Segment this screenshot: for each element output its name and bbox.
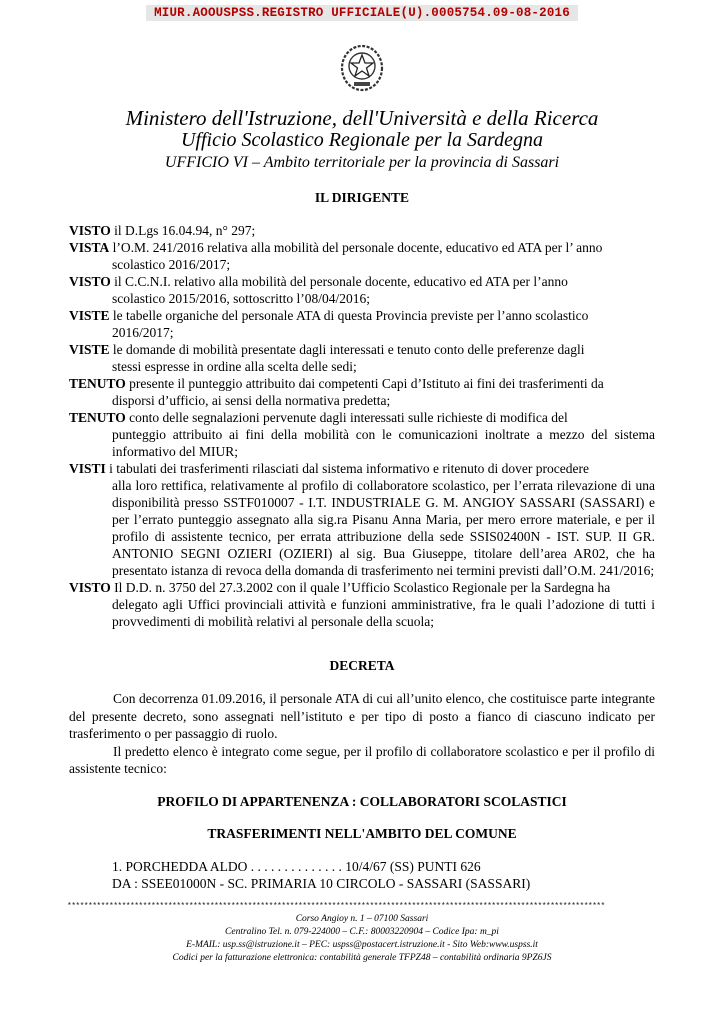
footer-address: Corso Angioy n. 1 – 07100 Sassari	[295, 914, 429, 924]
visto-item	[69, 409, 655, 460]
visto-keyword: VISTI	[69, 461, 106, 476]
decreta-heading: DECRETA	[329, 658, 395, 673]
visto-text-cont: alla loro rettifica, relativamente al profilo di collaboratore scolastico, per l’errata rilevazione di una disponibilità presso SSTF010007 - I.T. INDUSTRIALE G. M. ANGIOY SASSARI (SASSARI) e per l’errato punteggio assegnato alla sig.ra Pisanu Anna Maria, per mero errore materiale, e per il profilo di assistente tecnico, per errata attribuzione della sede SSIS02400N - IST. SUP. II GR. ANTONIO SEGNI OZIERI (OZIERI) al sig. Bua Giuseppe, titolare dell’area AR02, che ha presentato istanza di revoca della domanda di trasferimento nei termini previsti dall’O.M. 241/2016;	[112, 478, 655, 578]
footer-phone: Centralino Tel. n. 079-224000 – C.F.: 80003220904 – Codice Ipa: m_pi	[225, 927, 499, 937]
visto-item	[69, 307, 655, 341]
visto-item	[69, 239, 655, 273]
visto-item	[69, 460, 655, 579]
visto-text-cont: 2016/2017;	[112, 325, 174, 340]
visto-list	[69, 222, 655, 630]
office-name: Ufficio Scolastico Regionale per la Sardegna	[181, 129, 543, 151]
visto-text-cont: delegato agli Uffici provinciali attività e funzioni amministrative, fra le quali l’adozione di tutti i provvedimenti di mobilità relativi al personale della scuola;	[112, 597, 655, 629]
protocol-stamp-text: MIUR.AOOUSPSS.REGISTRO UFFICIALE(U).0005754.09-08-2016	[146, 5, 578, 21]
visto-item	[69, 273, 655, 307]
visto-keyword: VISTO	[69, 274, 111, 289]
footer	[0, 913, 724, 965]
visto-text: i tabulati dei trasferimenti rilasciati dal sistema informativo e ritenuto di dover procedere	[105, 461, 589, 476]
transfer-entry	[112, 858, 632, 892]
decree-paragraph: Il predetto elenco è integrato come segue, per il profilo di collaboratore scolastico e per il profilo di assistente tecnico:	[69, 743, 655, 776]
visto-text-cont: disporsi d’ufficio, ai sensi della normativa predetta;	[112, 393, 391, 408]
footer-contacts: E-MAIL: usp.ss@istruzione.it – PEC: uspss@postacert.istruzione.it - Sito Web:www.uspss.it	[186, 940, 538, 950]
republic-emblem-icon	[340, 44, 384, 92]
visto-text: conto delle segnalazioni pervenute dagli interessati sulle richieste di modifica del	[125, 410, 568, 425]
visto-text: le tabelle organiche del personale ATA di questa Provincia previste per l’anno scolastico	[109, 308, 589, 323]
protocol-stamp	[0, 3, 724, 21]
visto-text: le domande di mobilità presentate dagli interessati e tenuto conto delle preferenze dagli	[109, 342, 585, 357]
visto-keyword: TENUTO	[69, 410, 126, 425]
visto-keyword: VISTA	[69, 240, 110, 255]
document-title: IL DIRIGENTE	[314, 190, 410, 205]
visto-keyword: VISTO	[69, 223, 111, 238]
visto-text: Il D.D. n. 3750 del 27.3.2002 con il quale l’Ufficio Scolastico Regionale per la Sardegna ha	[110, 580, 611, 595]
visto-item	[69, 579, 655, 630]
visto-text: presente il punteggio attribuito dai competenti Capi d’Istituto ai fini dei trasferimenti da	[125, 376, 604, 391]
footer-billing-codes: Codici per la fatturazione elettronica: contabilità generale TFPZ48 – contabilità ordinaria 9PZ6JS	[172, 953, 552, 963]
transfers-heading: TRASFERIMENTI NELL'AMBITO DEL COMUNE	[207, 826, 517, 841]
visto-keyword: TENUTO	[69, 376, 126, 391]
decree-body	[69, 690, 655, 778]
decree-paragraph: Con decorrenza 01.09.2016, il personale ATA di cui all’unito elenco, che costituisce parte integrante del presente decreto, sono assegnati nell’istituto e per tipo di posto a fianco di ciascuno indicato per trasferimento o per passaggio di ruolo.	[69, 691, 655, 741]
visto-text: il C.C.N.I. relativo alla mobilità del personale docente, educativo ed ATA per l’anno	[110, 274, 568, 289]
visto-item	[69, 341, 655, 375]
visto-text: l’O.M. 241/2016 relativa alla mobilità del personale docente, educativo ed ATA per l’ anno	[109, 240, 603, 255]
visto-text-cont: scolastico 2016/2017;	[112, 257, 231, 272]
footer-separator: ********************************************************************************************************************************	[67, 902, 605, 911]
visto-item	[69, 375, 655, 409]
visto-text-cont: stessi espresse in ordine alla scelta delle sedi;	[112, 359, 357, 374]
visto-text-cont: punteggio attribuito ai fini della mobilità con le comunicazioni inoltrate a mezzo del sistema informativo del MIUR;	[112, 427, 655, 459]
visto-keyword: VISTE	[69, 342, 110, 357]
transfer-entry-origin: DA : SSEE01000N - SC. PRIMARIA 10 CIRCOLO - SASSARI (SASSARI)	[112, 876, 531, 891]
visto-keyword: VISTO	[69, 580, 111, 595]
visto-text-cont: scolastico 2015/2016, sottoscritto l’08/04/2016;	[112, 291, 370, 306]
ministry-name: Ministero dell'Istruzione, dell'Università e della Ricerca	[125, 106, 599, 130]
profile-heading: PROFILO DI APPARTENENZA : COLLABORATORI SCOLASTICI	[157, 794, 567, 809]
visto-keyword: VISTE	[69, 308, 110, 323]
visto-item	[69, 222, 655, 239]
sub-office-name: UFFICIO VI – Ambito territoriale per la provincia di Sassari	[164, 154, 560, 171]
visto-text: il D.Lgs 16.04.94, n° 297;	[110, 223, 256, 238]
transfer-entry-name: 1. PORCHEDDA ALDO . . . . . . . . . . . . . . 10/4/67 (SS) PUNTI 626	[112, 859, 481, 874]
